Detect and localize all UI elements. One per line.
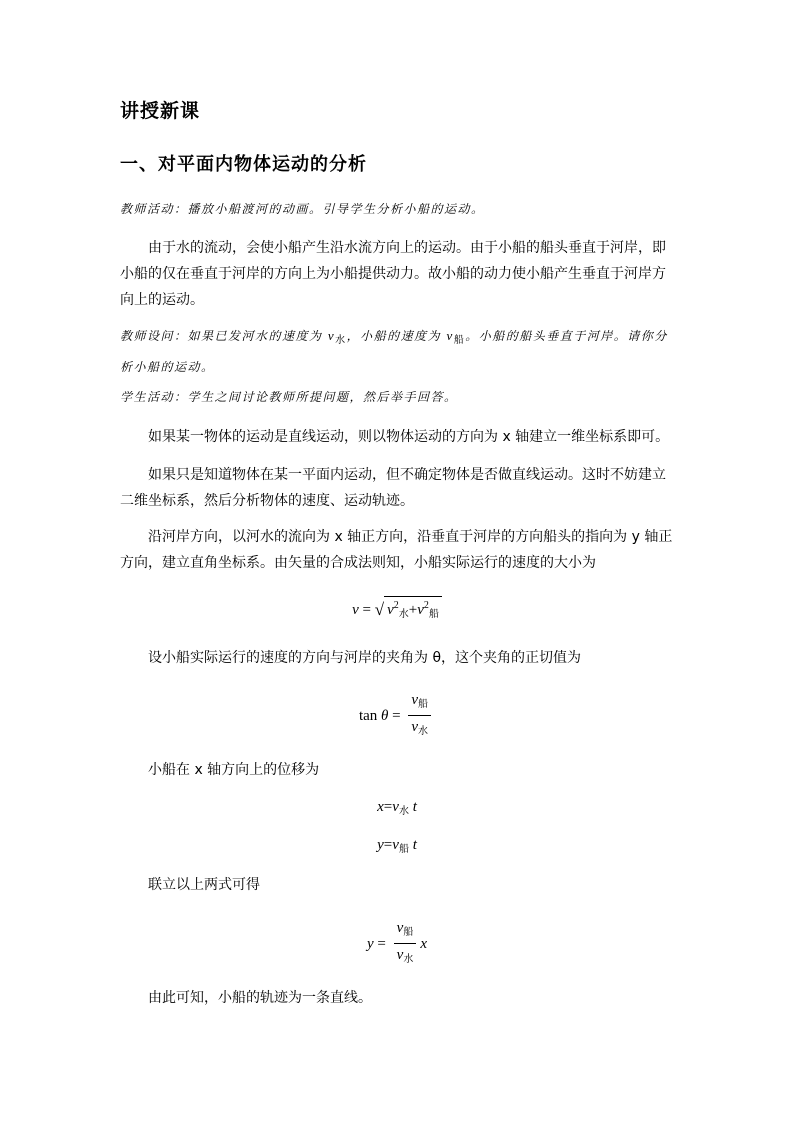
paragraph-conclusion: 由此可知，小船的轨迹为一条直线。 [148,990,372,1006]
equation-speed-magnitude [0,596,794,624]
eq3-lhs: x [377,799,384,815]
eq5-fraction [394,918,417,971]
note-sub-boat: 船 [453,335,466,346]
paragraph-water-flow: 由于水的流动，会使小船产生沿水流方向上的运动。由于小船的船头垂直于河岸，即小船的仅在垂直于河岸的方向上为小船提供动力。故小船的动力使小船产生垂直于河岸方向上的运动。 [120,240,666,308]
eq1-equals: = [358,602,375,618]
equation-tangent [0,690,794,743]
eq1-square-2: 2 [423,600,429,611]
note-var-v-water: v [327,328,336,343]
subsection-title: 一、对平面内物体运动的分析 [120,154,367,175]
note-text-b: ，小船的速度为 [346,329,447,343]
eq1-plus: + [408,602,418,618]
eq4-v: v [392,837,399,853]
section-title: 讲授新课 [120,100,201,122]
eq3-t: t [412,799,417,815]
eq1-v-water: v [387,602,394,618]
eq5-den-v: v [396,947,404,963]
eq3-v: v [392,799,399,815]
eq5-num-sub: 船 [403,927,414,938]
eq2-num-v: v [411,692,419,708]
teacher-activity-note: 教师活动：播放小船渡河的动画。引导学生分析小船的运动。 [120,202,485,216]
eq5-lhs: y [367,935,374,952]
equation-y-displacement [0,837,794,855]
eq5-den-sub: 水 [403,954,414,965]
paragraph-angle: 设小船实际运行的速度的方向与河岸的夹角为 θ，这个夹角的正切值为 [148,650,582,666]
note-var-v-boat: v [446,328,454,343]
teacher-question-note [120,322,676,381]
eq5-equals: = [373,935,390,952]
eq2-num-sub: 船 [418,699,429,710]
eq1-lhs: v [352,602,359,618]
eq2-tan: tan [358,707,378,724]
eq1-sub-boat: 船 [428,609,439,620]
paragraph-combine: 联立以上两式可得 [148,877,260,893]
eq2-den-sub: 水 [418,726,429,737]
student-activity-note: 学生活动：学生之间讨论教师所提问题，然后举手回答。 [120,390,458,404]
eq1-square-1: 2 [393,600,399,611]
eq4-sub-boat: 船 [398,844,409,855]
equation-trajectory [0,918,794,971]
eq5-x: x [420,935,427,952]
paragraph-one-dimension: 如果某一物体的运动是直线运动，则以物体运动的方向为 x 轴建立一维坐标系即可。 [148,429,670,445]
note-text-c: 。小船的船头垂直于河岸。请你分析小船的运动。 [120,329,668,374]
paragraph-coordinate-setup: 沿河岸方向，以河水的流向为 x 轴正方向，沿垂直于河岸的方向船头的指向为 y 轴正方向，建立直角坐标系。由矢量的合成法则知，小船实际运行的速度的大小为 [120,529,673,571]
eq1-v-boat: v [417,602,424,618]
paragraph-x-displacement: 小船在 x 轴方向上的位移为 [148,762,320,778]
eq4-equals: = [383,837,393,853]
eq3-equals: = [383,799,393,815]
note-text-a: 教师设问：如果已发河水的速度为 [120,329,328,343]
eq2-theta: θ [381,707,389,724]
eq3-sub-water: 水 [398,806,409,817]
paragraph-two-dimension: 如果只是知道物体在某一平面内运动，但不确定物体是否做直线运动。这时不妨建立二维坐标系，然后分析物体的速度、运动轨迹。 [120,467,666,509]
equation-x-displacement [0,799,794,817]
note-sub-water: 水 [335,335,347,346]
eq2-den-v: v [411,719,419,735]
eq5-num-v: v [396,920,404,936]
eq1-sub-water: 水 [398,609,409,620]
eq4-t: t [412,837,417,853]
eq4-lhs: y [377,837,384,853]
eq2-equals: = [388,707,405,724]
sqrt-sign-icon: √ [374,600,385,619]
eq2-fraction [408,690,431,743]
